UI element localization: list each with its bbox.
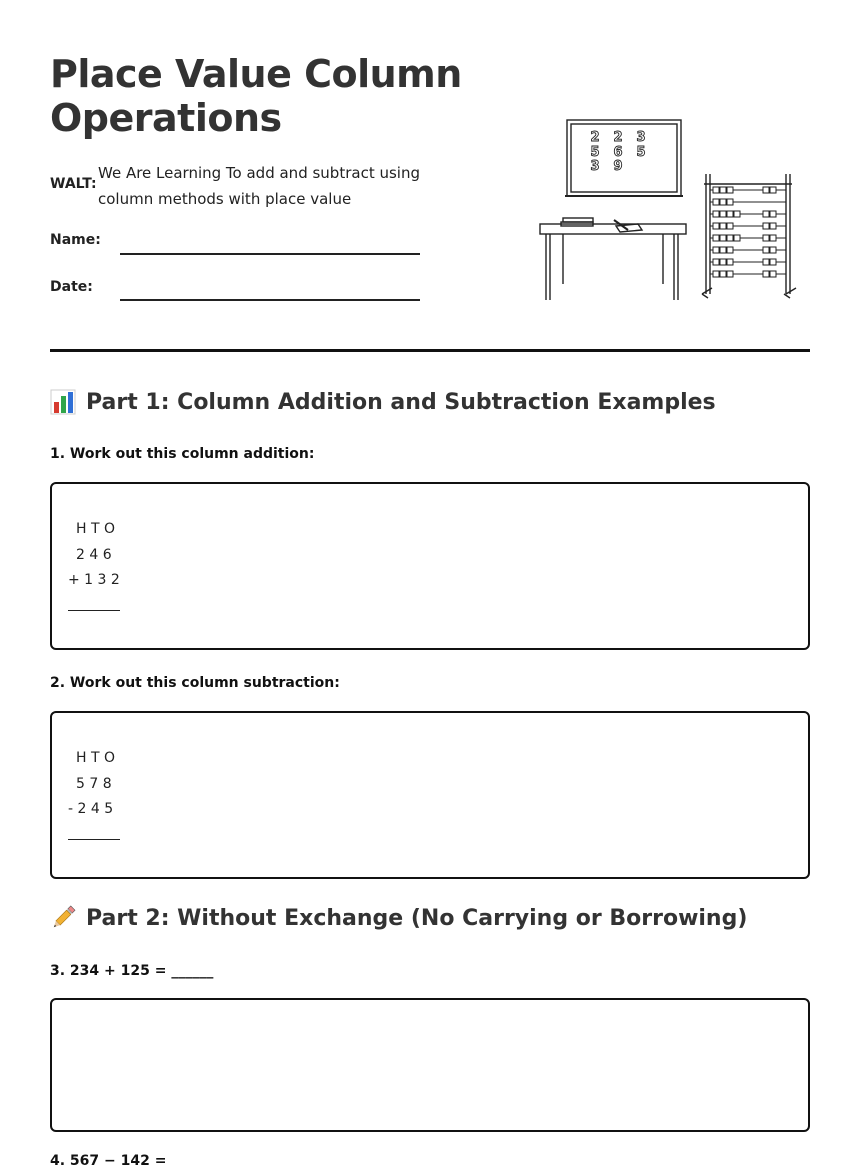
q1-header-row: H T O: [76, 521, 115, 537]
q1-answer-line: [68, 610, 120, 611]
q2-row2: - 2 4 5: [68, 801, 114, 817]
section-divider: [50, 349, 810, 352]
board-digit: 9: [613, 159, 623, 174]
question-3-answer-box[interactable]: [50, 998, 810, 1132]
board-digit: 3: [590, 159, 600, 174]
board-digit: 3: [636, 130, 646, 145]
board-digit: 2: [613, 130, 623, 145]
q1-row1: 2 4 6: [76, 547, 112, 563]
part2-heading-text: Part 2: Without Exchange (No Carrying or Borrowing): [86, 905, 748, 931]
date-field[interactable]: [120, 299, 420, 301]
board-digit: 5: [636, 145, 646, 160]
name-label: Name:: [50, 232, 101, 248]
part2-heading: [50, 905, 747, 931]
part1-heading: [50, 389, 716, 415]
classroom-illustration: [538, 112, 800, 306]
question-2-answer-box[interactable]: [50, 711, 810, 879]
date-label: Date:: [50, 279, 93, 295]
question-1-answer-box[interactable]: [50, 482, 810, 650]
q2-row1: 5 7 8: [76, 776, 112, 792]
board-digit: 6: [613, 145, 623, 160]
q1-row2: + 1 3 2: [68, 572, 120, 588]
walt-row: [50, 160, 480, 212]
board-digit: 2: [590, 130, 600, 145]
walt-text: We Are Learning To add and subtract using column methods with place value: [98, 164, 420, 208]
question-3-label: 3. 234 + 125 = ______: [50, 963, 214, 979]
walt-label: WALT:: [50, 176, 97, 192]
question-1-label: 1. Work out this column addition:: [50, 446, 315, 462]
name-field[interactable]: [120, 253, 420, 255]
part1-heading-text: Part 1: Column Addition and Subtraction Examples: [86, 389, 716, 415]
q2-answer-line: [68, 839, 120, 840]
bar-chart-icon: [50, 389, 76, 415]
q2-header-row: H T O: [76, 750, 115, 766]
question-4-label: 4. 567 − 142 =: [50, 1153, 167, 1169]
page-title: Place Value Column Operations: [50, 52, 462, 140]
board-digit: 5: [590, 145, 600, 160]
pencil-icon: [50, 905, 76, 931]
question-2-label: 2. Work out this column subtraction:: [50, 675, 340, 691]
abacus-rows: [710, 187, 786, 277]
